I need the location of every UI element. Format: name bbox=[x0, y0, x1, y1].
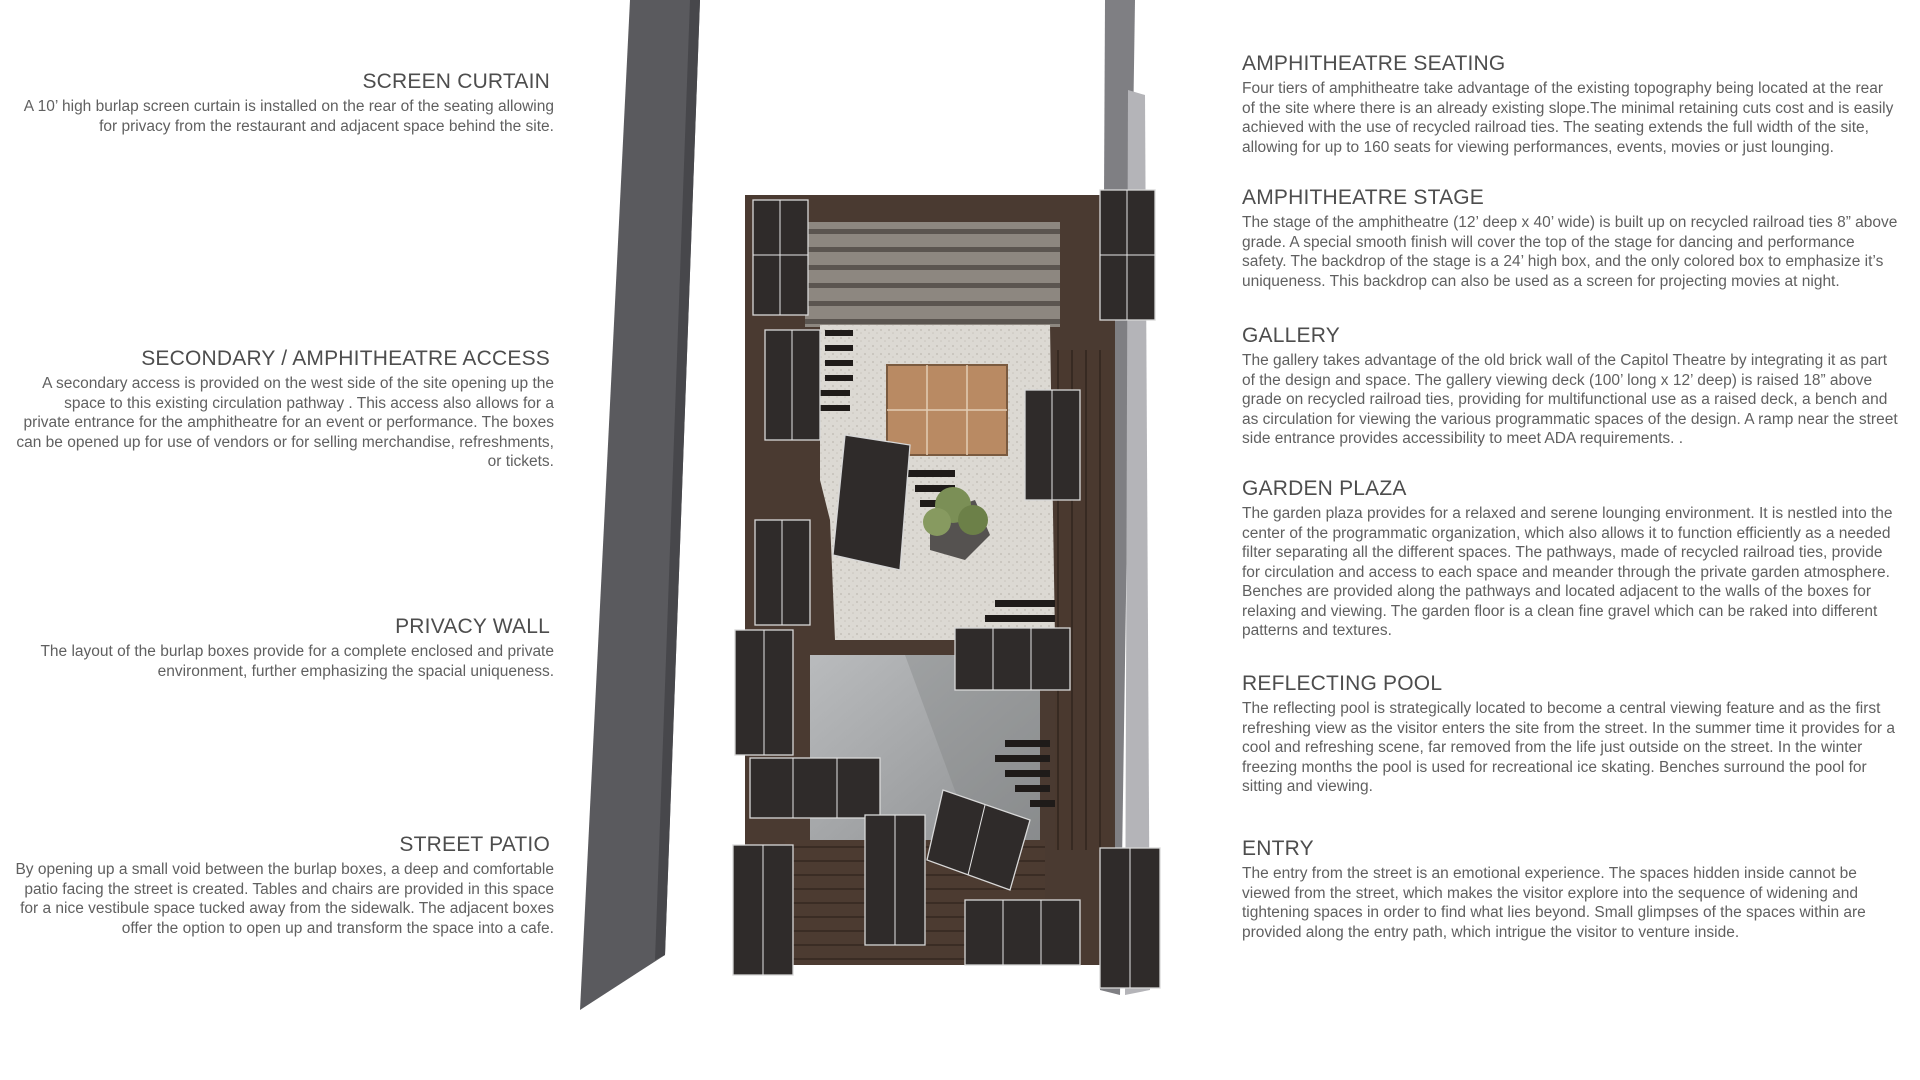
annotation-body: A secondary access is provided on the west side of the site opening up the space to this existing circulation pathway . This access also allows for a private entrance for the amphitheatre for an event or performance. The boxes can be opened up for use of vendors or for selling merchandise, refreshments, or tickets. bbox=[16, 375, 554, 470]
annotation-body: The garden plaza provides for a relaxed and serene lounging environment. It is nestled into the center of the programmatic organization, which also allows it to function efficiently as a needed filter separating all the different spaces. The pathways, made of recycled railroad ties, provide for circulation and access to each space and meander through the private garden atmosphere. Benches are provided along the pathways and located adjacent to the walls of the boxes for relaxing and viewing. The garden floor is a clean fine gravel which can be raked into different patterns and textures. bbox=[1242, 505, 1893, 639]
annotation-heading: SECONDARY / AMPHITHEATRE ACCESS bbox=[141, 347, 550, 370]
annotation-heading: AMPHITHEATRE SEATING bbox=[1242, 52, 1506, 75]
annotation-body: The layout of the burlap boxes provide for a complete enclosed and private environment, further emphasizing the spacial uniqueness. bbox=[40, 643, 554, 680]
annotation-body: Four tiers of amphitheatre take advantage of the existing topography being located at the rear of the site where there is an already existing slope.The minimal retaining cuts cost and is easily achieved with the use of recycled railroad ties. The seating extends the full width of the site, allowing for up to 160 seats for viewing performances, events, movies or just lounging. bbox=[1242, 80, 1894, 156]
annotation-body: The gallery takes advantage of the old brick wall of the Capitol Theatre by integrating it as part of the design and space. The gallery viewing deck (100’ long x 12’ deep) is raised 18” above grade on recycled railroad ties, providing for multifunctional use as a raised deck, a bench and as circulation for viewing the various programmatic spaces of the design. A ramp near the street side entrance provides accessibility to meet ADA requirements. . bbox=[1242, 352, 1898, 447]
annotation-heading: GALLERY bbox=[1242, 324, 1340, 347]
annotation-garden-plaza bbox=[1242, 477, 1898, 641]
site-plan-render bbox=[575, 0, 1195, 1010]
west-wall bbox=[580, 0, 700, 1010]
amphitheatre-seating bbox=[805, 222, 1060, 327]
annotation-heading: ENTRY bbox=[1242, 837, 1314, 860]
garden-shrub bbox=[958, 505, 988, 535]
annotation-heading: STREET PATIO bbox=[399, 833, 550, 856]
annotation-body: The stage of the amphitheatre (12’ deep x 40’ wide) is built up on recycled railroad ties 8” above grade. A special smooth finish will cover the top of the stage for dancing and performance safety. The backdrop of the stage is a 24’ high box, and the only colored box to emphasize it’s uniqueness. This backdrop can also be used as a screen for projecting movies at night. bbox=[1242, 214, 1898, 290]
annotation-body: The reflecting pool is strategically located to become a central viewing feature and as the first refreshing view as the visitor enters the site from the street. In the summer time it provides for a cool and refreshing scene, far removed from the life just outside on the street. In the winter freezing months the pool is used for recreational ice skating. Benches surround the pool for sitting and viewing. bbox=[1242, 700, 1895, 795]
annotation-heading: REFLECTING POOL bbox=[1242, 672, 1443, 695]
annotation-body: The entry from the street is an emotional experience. The spaces hidden inside cannot be viewed from the street, which makes the visitor explore into the sequence of widening and tightening spaces in order to find what lies beyond. Small glimpses of the spaces within are provided along the entry path, which intrigue the visitor to venture inside. bbox=[1242, 865, 1866, 941]
annotation-gallery bbox=[1242, 324, 1898, 449]
annotation-heading: PRIVACY WALL bbox=[395, 615, 550, 638]
annotation-heading: GARDEN PLAZA bbox=[1242, 477, 1407, 500]
annotation-secondary-access bbox=[14, 347, 554, 472]
annotation-heading: AMPHITHEATRE STAGE bbox=[1242, 186, 1485, 209]
annotation-body: A 10’ high burlap screen curtain is installed on the rear of the seating allowing for privacy from the restaurant and adjacent space behind the site. bbox=[23, 98, 554, 135]
annotation-reflecting-pool bbox=[1242, 672, 1898, 797]
annotation-heading: SCREEN CURTAIN bbox=[362, 70, 550, 93]
annotation-entry bbox=[1242, 837, 1898, 942]
burlap-box bbox=[965, 900, 1080, 965]
annotation-amphitheatre-seating bbox=[1242, 52, 1898, 157]
burlap-box bbox=[833, 435, 910, 570]
burlap-box bbox=[955, 628, 1070, 690]
annotation-amphitheatre-stage bbox=[1242, 186, 1898, 291]
annotation-body: By opening up a small void between the burlap boxes, a deep and comfortable patio facing the street is created. Tables and chairs are provided in this space for a nice vestibule space tucked away from the sidewalk. The adjacent boxes offer the option to open up and transform the space into a cafe. bbox=[15, 861, 554, 937]
annotation-privacy-wall bbox=[14, 615, 554, 681]
garden-shrub bbox=[923, 508, 951, 536]
annotation-street-patio bbox=[14, 833, 554, 938]
site-plan-svg bbox=[575, 0, 1195, 1010]
burlap-box bbox=[750, 758, 880, 818]
annotation-screen-curtain bbox=[14, 70, 554, 136]
